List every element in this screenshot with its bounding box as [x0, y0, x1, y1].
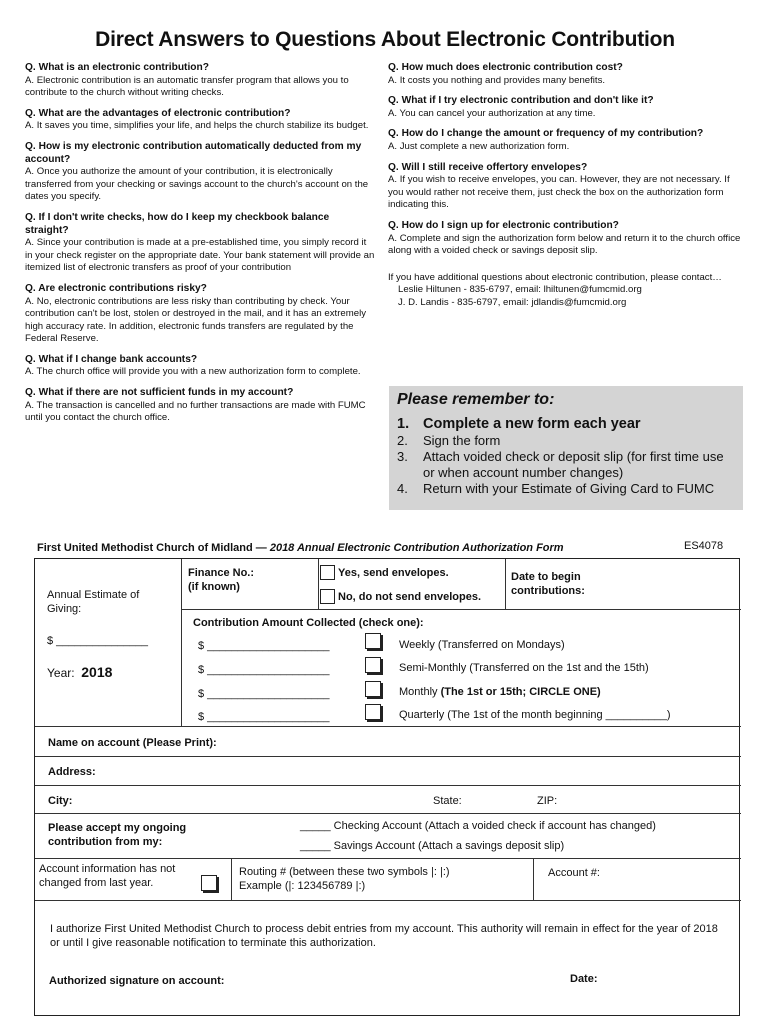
- state-label: State:: [433, 795, 462, 807]
- amount-input-monthly[interactable]: $ ____________________: [198, 688, 330, 700]
- remember-title: Please remember to:: [397, 391, 555, 408]
- remember-box: [389, 386, 743, 510]
- form-header-title: 2018 Annual Electronic Contribution Authorization Form: [269, 542, 564, 554]
- faq-answer: A. If you wish to receive envelopes, you can. However, they are not necessary. If you would rather not receive them, just check the box on the authorization form indicating this.: [388, 174, 730, 211]
- weekly-checkbox[interactable]: [365, 633, 381, 649]
- unchanged-account-checkbox[interactable]: [201, 875, 217, 891]
- contact-intro: If you have additional questions about electronic contribution, please contact…: [388, 271, 722, 283]
- faq-right-column: [388, 62, 743, 310]
- faq-answer: A. You can cancel your authorization at any time.: [388, 107, 596, 119]
- faq-item: [25, 212, 375, 275]
- faq-item: [25, 141, 375, 204]
- authorization-statement: I authorize First United Methodist Church to process debit entries from my account. This authority will remain in effect for the year of 2018 or until I give reasonable notification to terminate this authorization.: [50, 923, 718, 949]
- quarterly-checkbox[interactable]: [365, 704, 381, 720]
- faq-question: Q. Will I still receive offertory envelopes?: [388, 161, 588, 173]
- faq-left-column: [25, 62, 375, 433]
- faq-item: [388, 220, 743, 258]
- amount-input-weekly[interactable]: $ ____________________: [198, 640, 330, 652]
- remember-item-number: 4.: [397, 481, 408, 496]
- faq-question: Q. How do I sign up for electronic contribution?: [388, 219, 619, 231]
- name-on-account-label: Name on account (Please Print):: [48, 737, 217, 749]
- account-number-label: Account #:: [548, 867, 600, 879]
- remember-item-text: Return with your Estimate of Giving Card to FUMC: [423, 481, 715, 496]
- routing-label: Routing # (between these two symbols |: |:): [239, 866, 450, 878]
- faq-item: [25, 283, 375, 346]
- faq-item: [388, 162, 743, 212]
- yes-envelopes-checkbox[interactable]: [320, 565, 335, 580]
- remember-item: [397, 415, 735, 433]
- semimonthly-checkbox[interactable]: [365, 657, 381, 673]
- page-title: Direct Answers to Questions About Electronic Contribution: [95, 28, 675, 51]
- contact-person: J. D. Landis - 835-6797, email: jdlandis@fumcmid.org: [398, 296, 627, 308]
- faq-question: Q. What if there are not sufficient funds in my account?: [25, 387, 294, 399]
- amount-input-semimonthly[interactable]: $ ____________________: [198, 664, 330, 676]
- faq-question: Q. What is an electronic contribution?: [25, 62, 209, 73]
- annual-estimate-input[interactable]: $ _______________: [47, 635, 148, 647]
- faq-question: Q. How much does electronic contribution cost?: [388, 62, 623, 73]
- faq-question: Q. If I don't write checks, how do I keep my checkbook balance straight?: [25, 211, 330, 236]
- faq-answer: A. Just complete a new authorization form.: [388, 140, 570, 152]
- faq-answer: A. It costs you nothing and provides many benefits.: [388, 74, 606, 86]
- faq-item: [388, 95, 743, 120]
- authorization-form: [34, 558, 740, 1016]
- frequency-quarterly: [399, 708, 671, 722]
- savings-account-option[interactable]: _____ Savings Account (Attach a savings deposit slip): [300, 840, 565, 852]
- address-label: Address:: [48, 766, 96, 778]
- year-value: 2018: [81, 664, 113, 680]
- frequency-semimonthly: [399, 661, 649, 675]
- faq-item: [25, 62, 375, 100]
- remember-item: [397, 433, 735, 449]
- faq-question: Q. What if I try electronic contribution and don't like it?: [388, 95, 654, 107]
- faq-item: [25, 108, 375, 133]
- form-header-org: First United Methodist Church of Midland —: [37, 542, 267, 554]
- remember-item: [397, 449, 735, 481]
- contact-person: Leslie Hiltunen - 835-6797, email: lhiltunen@fumcmid.org: [398, 284, 642, 296]
- yes-envelopes-label: Yes, send envelopes.: [338, 567, 449, 579]
- frequency-monthly: [399, 685, 601, 699]
- contribution-amount-heading: Contribution Amount Collected (check one):: [193, 617, 424, 629]
- faq-answer: A. Electronic contribution is an automatic transfer program that allows you to contribute to the church without writing checks.: [25, 74, 349, 99]
- city-label: City:: [48, 795, 73, 807]
- faq-question: Q. How do I change the amount or frequency of my contribution?: [388, 128, 704, 140]
- signature-date-label: Date:: [570, 973, 598, 985]
- remember-item-text: Complete a new form each year: [423, 416, 641, 432]
- accept-contribution-label: Please accept my ongoing contribution from my:: [48, 822, 187, 848]
- annual-estimate-label: Annual Estimate of Giving:: [47, 589, 140, 615]
- faq-answer: A. Complete and sign the authorization form below and return it to the church office along with a voided check or savings deposit slip.: [388, 232, 741, 257]
- no-envelopes-label: No, do not send envelopes.: [338, 591, 482, 603]
- frequency-text: Quarterly (The 1st of the month beginning __________): [399, 709, 671, 721]
- finance-number-label: Finance No.:: [188, 567, 255, 579]
- remember-item-number: 1.: [397, 416, 410, 432]
- remember-item-text: Attach voided check or deposit slip (for first time use or when account number changes): [423, 449, 724, 480]
- checking-account-option[interactable]: _____ Checking Account (Attach a voided check if account has changed): [300, 820, 656, 832]
- no-envelopes-checkbox[interactable]: [320, 589, 335, 604]
- frequency-weekly: [399, 638, 565, 652]
- faq-item: [25, 354, 375, 379]
- finance-if-known: (if known): [188, 581, 240, 593]
- unchanged-account-label: Account information has not changed from last year.: [39, 863, 176, 889]
- faq-item: [25, 387, 375, 425]
- frequency-text: Monthly: [399, 686, 441, 698]
- year-label: [47, 665, 112, 680]
- frequency-text: Semi-Monthly (Transferred on the 1st and the 15th): [399, 662, 649, 674]
- form-header: [37, 542, 564, 554]
- contact-block: [388, 272, 743, 310]
- faq-question: Q. Are electronic contributions risky?: [25, 282, 207, 294]
- faq-answer: A. Since your contribution is made at a pre-established time, you simply record it in your check register on the appropriate date. Your bank statement will provide an itemized list of electronic transfers as proof of your contribution: [25, 237, 375, 274]
- year-label-text: Year:: [47, 666, 75, 680]
- routing-example: Example (|: 123456789 |:): [239, 880, 366, 892]
- faq-answer: A. It saves you time, simplifies your life, and helps the church stabilize its budget.: [25, 120, 369, 132]
- faq-answer: A. The transaction is cancelled and no further transactions are made with FUMC until you contact the church office.: [25, 399, 366, 424]
- remember-item-number: 2.: [397, 433, 408, 448]
- frequency-text: Weekly (Transferred on Mondays): [399, 639, 565, 651]
- amount-input-quarterly[interactable]: $ ____________________: [198, 711, 330, 723]
- faq-answer: A. No, electronic contributions are less risky than contributing by check. Your contribution can't be lost, stolen or destroyed in the mail, and it has an extremely high accuracy rate. In addition, electronic funds transfers are regulated by the Federal Reserve.: [25, 295, 366, 345]
- signature-label: Authorized signature on account:: [49, 975, 225, 987]
- form-code: ES4078: [684, 540, 724, 552]
- faq-question: Q. What if I change bank accounts?: [25, 353, 198, 365]
- remember-item: [397, 481, 735, 497]
- monthly-checkbox[interactable]: [365, 681, 381, 697]
- faq-answer: A. Once you authorize the amount of your contribution, it is electronically transferred from your checking or savings account to the church's account on the dates you specify.: [25, 166, 369, 203]
- faq-item: [388, 62, 743, 87]
- remember-item-number: 3.: [397, 449, 408, 464]
- faq-question: Q. How is my electronic contribution automatically deducted from my account?: [25, 140, 362, 165]
- remember-item-text: Sign the form: [423, 433, 501, 448]
- faq-item: [388, 128, 743, 153]
- date-to-begin-label: Date to begin contributions:: [511, 571, 585, 597]
- faq-answer: A. The church office will provide you with a new authorization form to complete.: [25, 366, 361, 378]
- zip-label: ZIP:: [537, 795, 558, 807]
- faq-question: Q. What are the advantages of electronic contribution?: [25, 107, 291, 119]
- frequency-bold-text: (The 1st or 15th; CIRCLE ONE): [440, 686, 601, 698]
